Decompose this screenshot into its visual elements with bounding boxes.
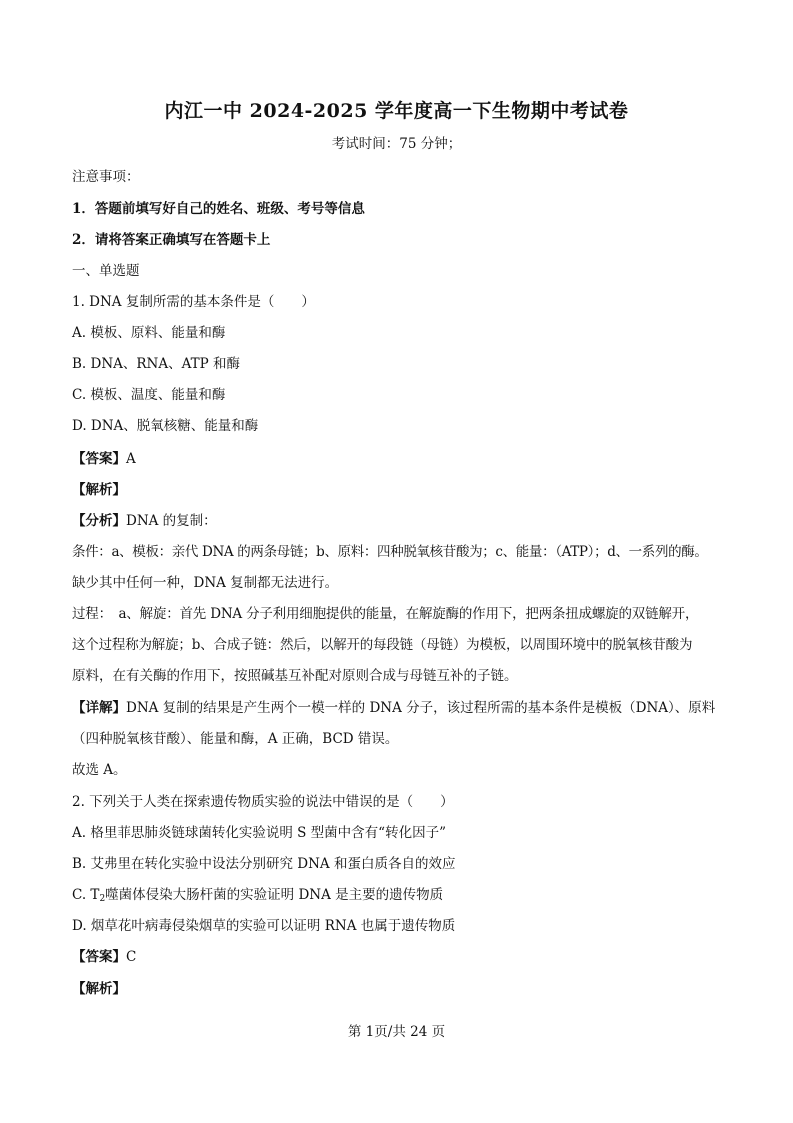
answer-value: A xyxy=(126,451,136,467)
question-2-analysis-tag: 【解析】 xyxy=(72,981,126,997)
option-c-text: 噬菌体侵染大肠杆菌的实验证明 DNA 是主要的遗传物质 xyxy=(105,887,444,903)
document-title: 内江一中 2024-2025 学年度高一下生物期中考试卷 xyxy=(164,100,629,122)
answer-value: C xyxy=(126,949,137,965)
option-c-prefix: C. T xyxy=(72,887,100,903)
detail-line-1: DNA 复制的结果是产生两个一模一样的 DNA 分子，该过程所需的基本条件是模板（DNA）、原料 xyxy=(126,700,716,716)
question-1-detail xyxy=(72,698,715,718)
question-2-option-b: B. 艾弗里在转化实验中设法分别研究 DNA 和蛋白质各自的效应 xyxy=(72,856,456,872)
question-1-fenxi xyxy=(72,511,217,531)
question-1-stem: 1. DNA 复制所需的基本条件是（ ） xyxy=(72,294,315,310)
question-1-option-b: B. DNA、RNA、ATP 和酶 xyxy=(72,356,241,372)
question-2-option-d: D. 烟草花叶病毒侵染烟草的实验可以证明 RNA 也属于遗传物质 xyxy=(72,918,456,934)
notice-item-1: 1．答题前填写好自己的姓名、班级、考号等信息 xyxy=(72,201,365,217)
question-2-answer xyxy=(72,947,136,967)
question-1-analysis-tag: 【解析】 xyxy=(72,482,126,498)
option-c-subscript: 2 xyxy=(99,894,106,904)
condition-line-2: 缺少其中任何一种，DNA 复制都无法进行。 xyxy=(72,575,339,591)
question-1-conclusion: 故选 A。 xyxy=(72,762,127,778)
question-1-option-d: D. DNA、脱氧核糖、能量和酶 xyxy=(72,418,259,434)
page-number: 第 1页/共 24 页 xyxy=(347,1024,446,1040)
notice-item-2: 2．请将答案正确填写在答题卡上 xyxy=(72,232,271,248)
fenxi-text: DNA 的复制： xyxy=(126,513,217,529)
process-line-1: 过程： a、解旋：首先 DNA 分子利用细胞提供的能量，在解旋酶的作用下，把两条扭成螺旋的双链解开， xyxy=(72,606,699,622)
section-heading: 一、单选题 xyxy=(72,263,140,279)
question-2-option-c xyxy=(72,885,443,905)
question-1-option-a: A. 模板、原料、能量和酶 xyxy=(72,325,226,341)
fenxi-tag: 【分析】 xyxy=(72,513,126,529)
exam-time: 考试时间：75 分钟； xyxy=(331,136,462,152)
answer-tag: 【答案】 xyxy=(72,451,126,467)
detail-line-2: （四种脱氧核苷酸）、能量和酶，A 正确，BCD 错误。 xyxy=(72,731,399,747)
notice-heading: 注意事项： xyxy=(72,169,140,185)
question-1-answer xyxy=(72,449,136,469)
question-1-option-c: C. 模板、温度、能量和酶 xyxy=(72,387,226,403)
detail-tag: 【详解】 xyxy=(72,700,126,716)
process-line-2: 这个过程称为解旋；b、合成子链：然后，以解开的每段链（母链）为模板，以周围环境中的脱氧核苷酸为 xyxy=(72,637,693,653)
question-2-option-a: A. 格里菲思肺炎链球菌转化实验说明 S 型菌中含有“转化因子” xyxy=(72,825,446,841)
answer-tag: 【答案】 xyxy=(72,949,126,965)
process-line-3: 原料，在有关酶的作用下，按照碱基互补配对原则合成与母链互补的子链。 xyxy=(72,668,518,684)
question-2-stem: 2. 下列关于人类在探索遗传物质实验的说法中错误的是（ ） xyxy=(72,794,454,810)
condition-line-1: 条件：a、模板：亲代 DNA 的两条母链；b、原料：四种脱氧核苷酸为；c、能量：（ATP）；d、一系列的酶。 xyxy=(72,544,708,560)
